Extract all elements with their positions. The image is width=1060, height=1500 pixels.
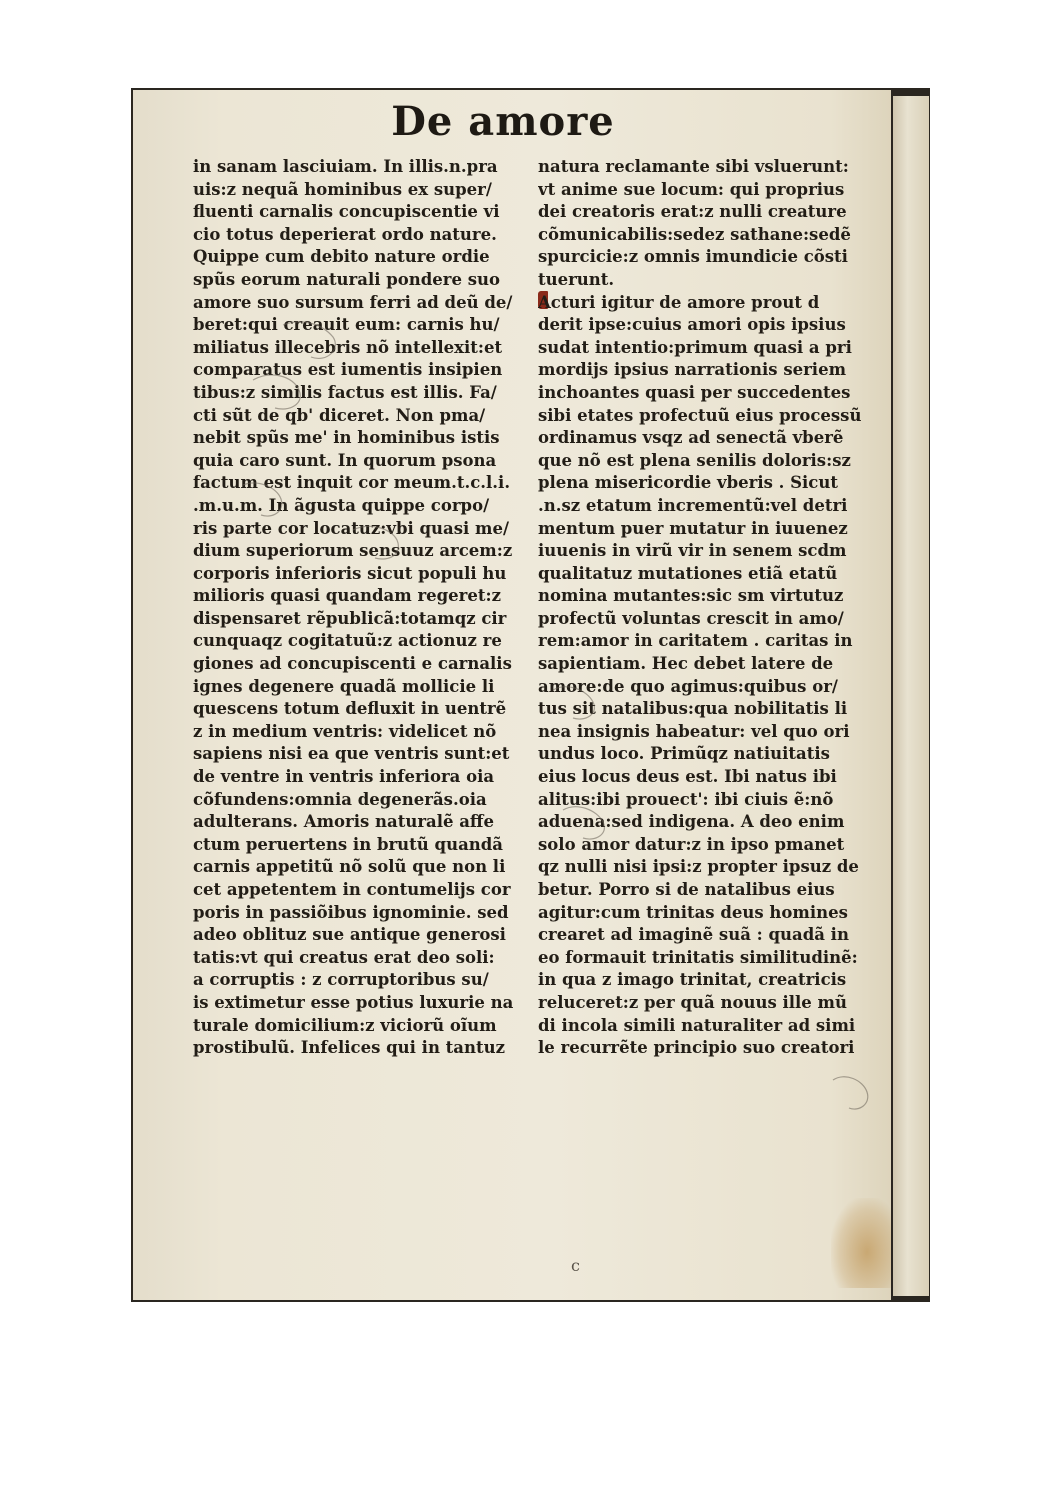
right-column-line: amore:de quo agimus:quibus or/ <box>538 676 838 696</box>
right-column-line: iuuenis in virũ vir in senem scdm <box>538 541 847 561</box>
left-column-line: miliatus illecebris nõ intellexit:et <box>193 337 503 357</box>
left-column-line: quescens totum defluxit in uentrẽ <box>193 699 507 719</box>
left-column-line: cio totus deperierat ordo nature. <box>193 224 497 244</box>
right-column-line: in qua z imago trinitat, creatricis <box>538 970 847 990</box>
left-column-line: comparatus est iumentis insipien <box>193 360 503 380</box>
left-column-line: dium superiorum sensuuz arcem:z <box>193 541 513 561</box>
adjacent-page-edge <box>893 96 929 1296</box>
right-column-line: sapientiam. Hec debet latere de <box>538 654 834 674</box>
right-column-line: mentum puer mutatur in iuuenez <box>538 518 848 538</box>
right-column-line: nea insignis habeatur: vel quo ori <box>538 721 850 741</box>
left-column-line: .m.u.m. In ãgusta quippe corpo/ <box>193 495 490 515</box>
left-column-line: uis:z nequã hominibus ex super/ <box>193 179 492 199</box>
right-column-line: inchoantes quasi per succedentes <box>538 382 851 402</box>
left-column-line: is extimetur esse potius luxurie na <box>193 992 514 1012</box>
right-column-line: que nõ est plena senilis doloris:sz <box>538 450 851 470</box>
paper-stain <box>831 1198 891 1288</box>
right-column-line: eius locus deus est. Ibi natus ibi <box>538 767 837 787</box>
right-column-line: ordinamus vsqz ad senectã vberẽ <box>538 428 844 448</box>
right-column-line: nomina mutantes:sic sm virtutuz <box>538 586 844 606</box>
left-column-line: ris parte cor locatuz:vbi quasi me/ <box>193 518 510 538</box>
left-column-line: corporis inferioris sicut populi hu <box>193 563 507 583</box>
right-column-line: alitus:ibi prouect': ibi ciuis ẽ:nõ <box>538 789 834 809</box>
left-column-line: cunquaqz cogitatuũ:z actionuz re <box>193 631 502 651</box>
left-column-line: cõfundens:omnia degenerãs.oia <box>193 789 487 809</box>
left-column-line: sapiens nisi ea que ventris sunt:et <box>193 744 510 764</box>
right-column-line: tus sit natalibus:qua nobilitatis li <box>538 699 848 719</box>
left-column-line: dispensaret rẽpublicã:totamqz cir <box>193 608 507 628</box>
right-column-line: dei creatoris erat:z nulli creature <box>538 202 847 222</box>
left-column-line: z in medium ventris: videlicet nõ <box>193 721 497 741</box>
left-column-line: cti sũt de qb' diceret. Non pma/ <box>193 405 486 425</box>
left-column-line: amore suo sursum ferri ad deũ de/ <box>193 292 513 312</box>
scanned-page <box>131 88 930 1302</box>
left-column-line: a corruptis : z corruptoribus su/ <box>193 970 489 990</box>
right-column-line: Acturi igitur de amore prout d <box>538 292 820 312</box>
right-column-line: di incola simili naturaliter ad simi <box>538 1015 856 1035</box>
right-column-line: betur. Porro si de natalibus eius <box>538 880 835 899</box>
right-text-column <box>538 156 888 1060</box>
right-column-line: crearet ad imaginẽ suã : quadã in <box>538 925 849 945</box>
left-text-column <box>193 156 529 1060</box>
right-column-line: rem:amor in caritatem . caritas in <box>538 631 853 651</box>
left-column-line: factum est inquit cor meum.t.c.l.i. <box>193 473 511 493</box>
left-column-line: Quippe cum debito nature ordie <box>193 247 490 267</box>
right-column-line: solo amor datur:z in ipso pmanet <box>538 834 845 854</box>
left-column-line: cet appetentem in contumelijs cor <box>193 880 511 899</box>
left-column-line: fluenti carnalis concupiscentie vi <box>193 202 500 222</box>
left-column-line: tatis:vt qui creatus erat deo soli: <box>193 947 495 967</box>
left-column-line: nebit spũs me' in hominibus istis <box>193 428 500 448</box>
running-head: De amore <box>391 98 615 145</box>
left-column-line: beret:qui creauit eum: carnis hu/ <box>193 315 500 335</box>
right-column-line: sibi etates profectuũ eius processũ <box>538 405 862 425</box>
left-column-line: adeo oblituz sue antique generosi <box>193 925 506 945</box>
left-column-line: poris in passiõibus ignominie. sed <box>193 902 509 922</box>
signature-mark: c <box>571 1256 580 1275</box>
stamp-swirl-7 <box>833 1077 868 1109</box>
right-column-line: eo formauit trinitatis similitudinẽ: <box>538 947 858 967</box>
right-column-line: plena misericordie vberis . Sicut <box>538 473 838 493</box>
left-column-line: prostibulũ. Infelices qui in tantuz <box>193 1038 505 1058</box>
left-column-line: carnis appetitũ nõ solũ que non li <box>193 857 506 877</box>
right-column-line: qz nulli nisi ipsi:z propter ipsuz de <box>538 857 859 877</box>
left-column-line: giones ad concupiscenti e carnalis <box>193 654 512 674</box>
left-column-line: quia caro sunt. In quorum psona <box>193 450 497 470</box>
right-column-line: .n.sz etatum incrementũ:vel detri <box>538 495 848 515</box>
left-column-line: de ventre in ventris inferiora oia <box>193 767 495 787</box>
right-column-line: mordijs ipsius narrationis seriem <box>538 360 847 380</box>
right-column-line: natura reclamante sibi vsluerunt: <box>538 157 849 176</box>
left-column-line: milioris quasi quandam regeret:z <box>193 586 501 606</box>
right-column-line: le recurrẽte principio suo creatori <box>538 1038 855 1058</box>
right-column-line: derit ipse:cuius amori opis ipsius <box>538 315 846 335</box>
left-column-line: ignes degenere quadã mollicie li <box>193 676 495 696</box>
left-column-line: ctum peruertens in brutũ quandã <box>193 834 503 854</box>
left-column-line: in sanam lasciuiam. In illis.n.pra <box>193 157 498 176</box>
right-column-line: tuerunt. <box>538 269 615 289</box>
left-column-line: adulterans. Amoris naturalẽ affe <box>193 812 494 832</box>
left-column-line: spũs eorum naturali pondere suo <box>193 269 501 289</box>
left-column-line: turale domicilium:z viciorũ oĩum <box>193 1015 497 1035</box>
right-column-line: profectũ voluntas crescit in amo/ <box>538 608 844 628</box>
right-column-line: spurcicie:z omnis imundicie cõsti <box>538 247 848 267</box>
right-column-line: vt anime sue locum: qui proprius <box>538 179 845 199</box>
right-column-line: cõmunicabilis:sedez sathane:sedẽ <box>538 224 851 244</box>
right-column-line: reluceret:z per quã nouus ille mũ <box>538 992 847 1012</box>
book-leaf <box>133 90 891 1300</box>
right-column-line: sudat intentio:primum quasi a pri <box>538 337 852 357</box>
right-column-line: undus loco. Primũqz natiuitatis <box>538 744 830 764</box>
right-column-line: aduena:sed indigena. A deo enim <box>538 812 845 832</box>
right-column-line: agitur:cum trinitas deus homines <box>538 902 848 922</box>
right-column-line: qualitatuz mutationes etiã etatũ <box>538 563 838 583</box>
left-column-line: tibus:z similis factus est illis. Fa/ <box>193 382 497 402</box>
